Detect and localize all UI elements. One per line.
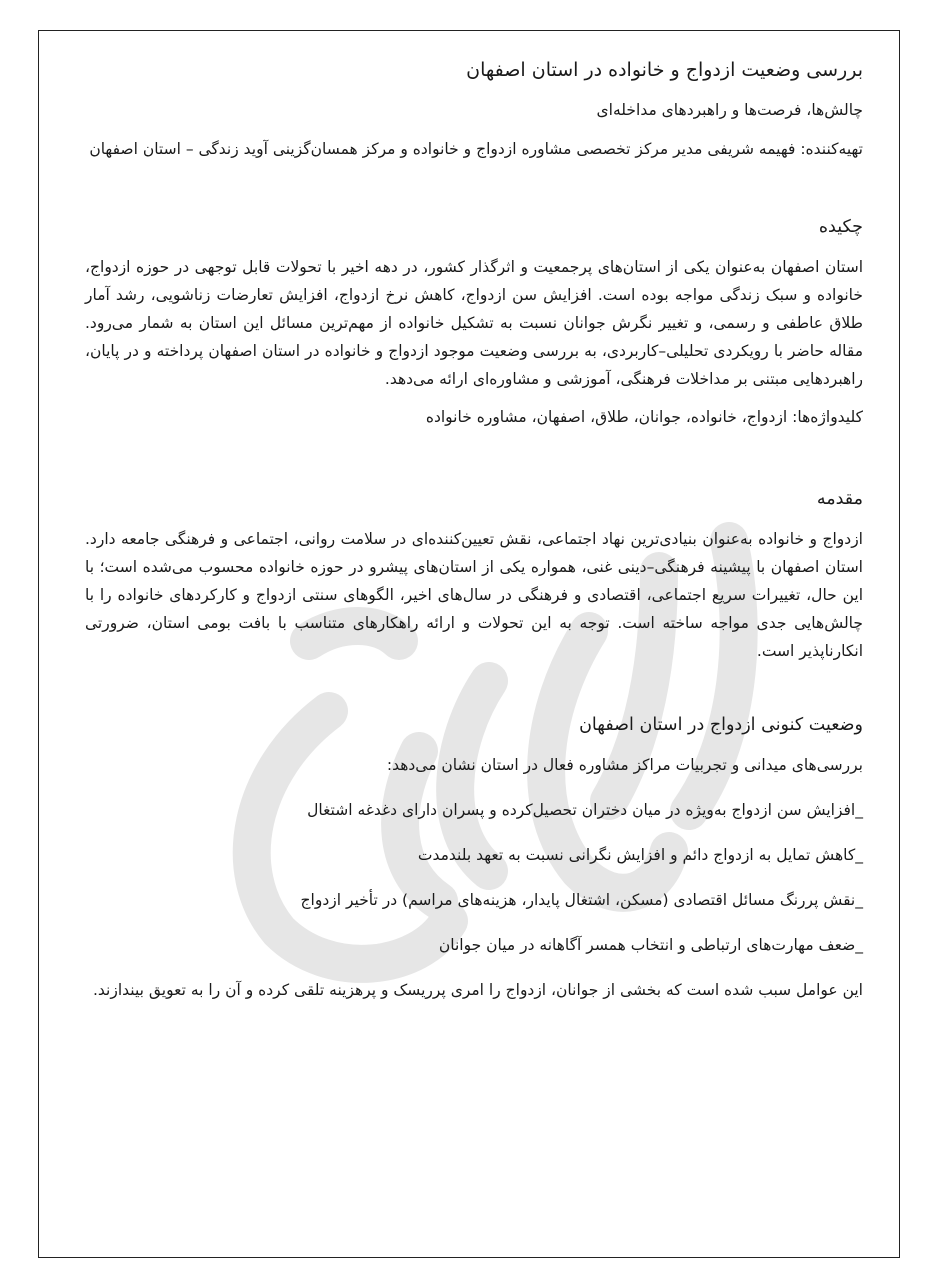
document-subtitle: چالش‌ها، فرصت‌ها و راهبردهای مداخله‌ای [596, 101, 863, 119]
intro-heading: مقدمه [816, 489, 863, 509]
status-heading: وضعیت کنونی ازدواج در استان اصفهان [579, 715, 863, 735]
status-closing: این عوامل سبب شده است که بخشی از جوانان، ازدواج را امری پرریسک و پرهزینه تلقی کرده و آن را به تعویق بیندازند. [92, 981, 863, 999]
list-item: _کاهش تمایل به ازدواج دائم و افزایش نگرانی نسبت به تعهد بلندمدت [417, 846, 863, 864]
document-title: بررسی وضعیت ازدواج و خانواده در استان اصفهان [466, 59, 863, 81]
list-item: _نقش پررنگ مسائل اقتصادی (مسکن، اشتغال پایدار، هزینه‌های مراسم) در تأخیر ازدواج [300, 891, 863, 909]
status-lead: بررسی‌های میدانی و تجربیات مراکز مشاوره فعال در استان نشان می‌دهد: [386, 756, 863, 774]
author-line: تهیه‌کننده: فهیمه شریفی مدیر مرکز تخصصی مشاوره ازدواج و خانواده و مرکز همسان‌گزینی آوید زندگی – استان اصفهان [89, 140, 863, 158]
list-item: _ضعف مهارت‌های ارتباطی و انتخاب همسر آگاهانه در میان جوانان [438, 936, 863, 954]
intro-paragraph: ازدواج و خانواده به‌عنوان بنیادی‌ترین نهاد اجتماعی، نقش تعیین‌کننده‌ای در سلامت روانی، اجتماعی و فرهنگی جامعه دارد. استان اصفهان با پیشینه فرهنگی–دینی غنی، همواره یکی از استان‌های پیشرو در حوزه خانواده محسوب می‌شده است؛ با این حال، تغییرات سریع اجتماعی، اقتصادی و فرهنگی در سال‌های اخیر، الگوهای سنتی ازدواج و کارکردهای خانواده را با چالش‌هایی جدی مواجه ساخته است. توجه به این تحولات و ارائه راهکارهای متناسب با بافت بومی استان، ضرورتی انکارناپذیر است. [85, 530, 863, 660]
abstract-heading: چکیده [818, 217, 863, 237]
keywords-line: کلیدواژه‌ها: ازدواج، خانواده، جوانان، طلاق، اصفهان، مشاوره خانواده [425, 408, 863, 426]
document-body [85, 55, 863, 1004]
abstract-paragraph: استان اصفهان به‌عنوان یکی از استان‌های پرجمعیت و اثرگذار کشور، در دهه اخیر با تحولات قابل توجهی در حوزه ازدواج، خانواده و سبک زندگی مواجه بوده است. افزایش سن ازدواج، کاهش نرخ ازدواج، افزایش تعارضات زناشویی، رشد آمار طلاق عاطفی و رسمی، و تغییر نگرش جوانان نسبت به تشکیل خانواده از مهم‌ترین مسائل این استان به شمار می‌رود. مقاله حاضر با رویکردی تحلیلی–کاربردی، به بررسی وضعیت موجود ازدواج و خانواده در استان اصفهان پرداخته و در پایان، راهبردهایی مبتنی بر مداخلات فرهنگی، آموزشی و مشاوره‌ای ارائه می‌دهد. [85, 258, 863, 388]
list-item: _افزایش سن ازدواج به‌ویژه در میان دختران تحصیل‌کرده و پسران دارای دغدغه اشتغال [307, 801, 863, 819]
page-frame [38, 30, 900, 1258]
